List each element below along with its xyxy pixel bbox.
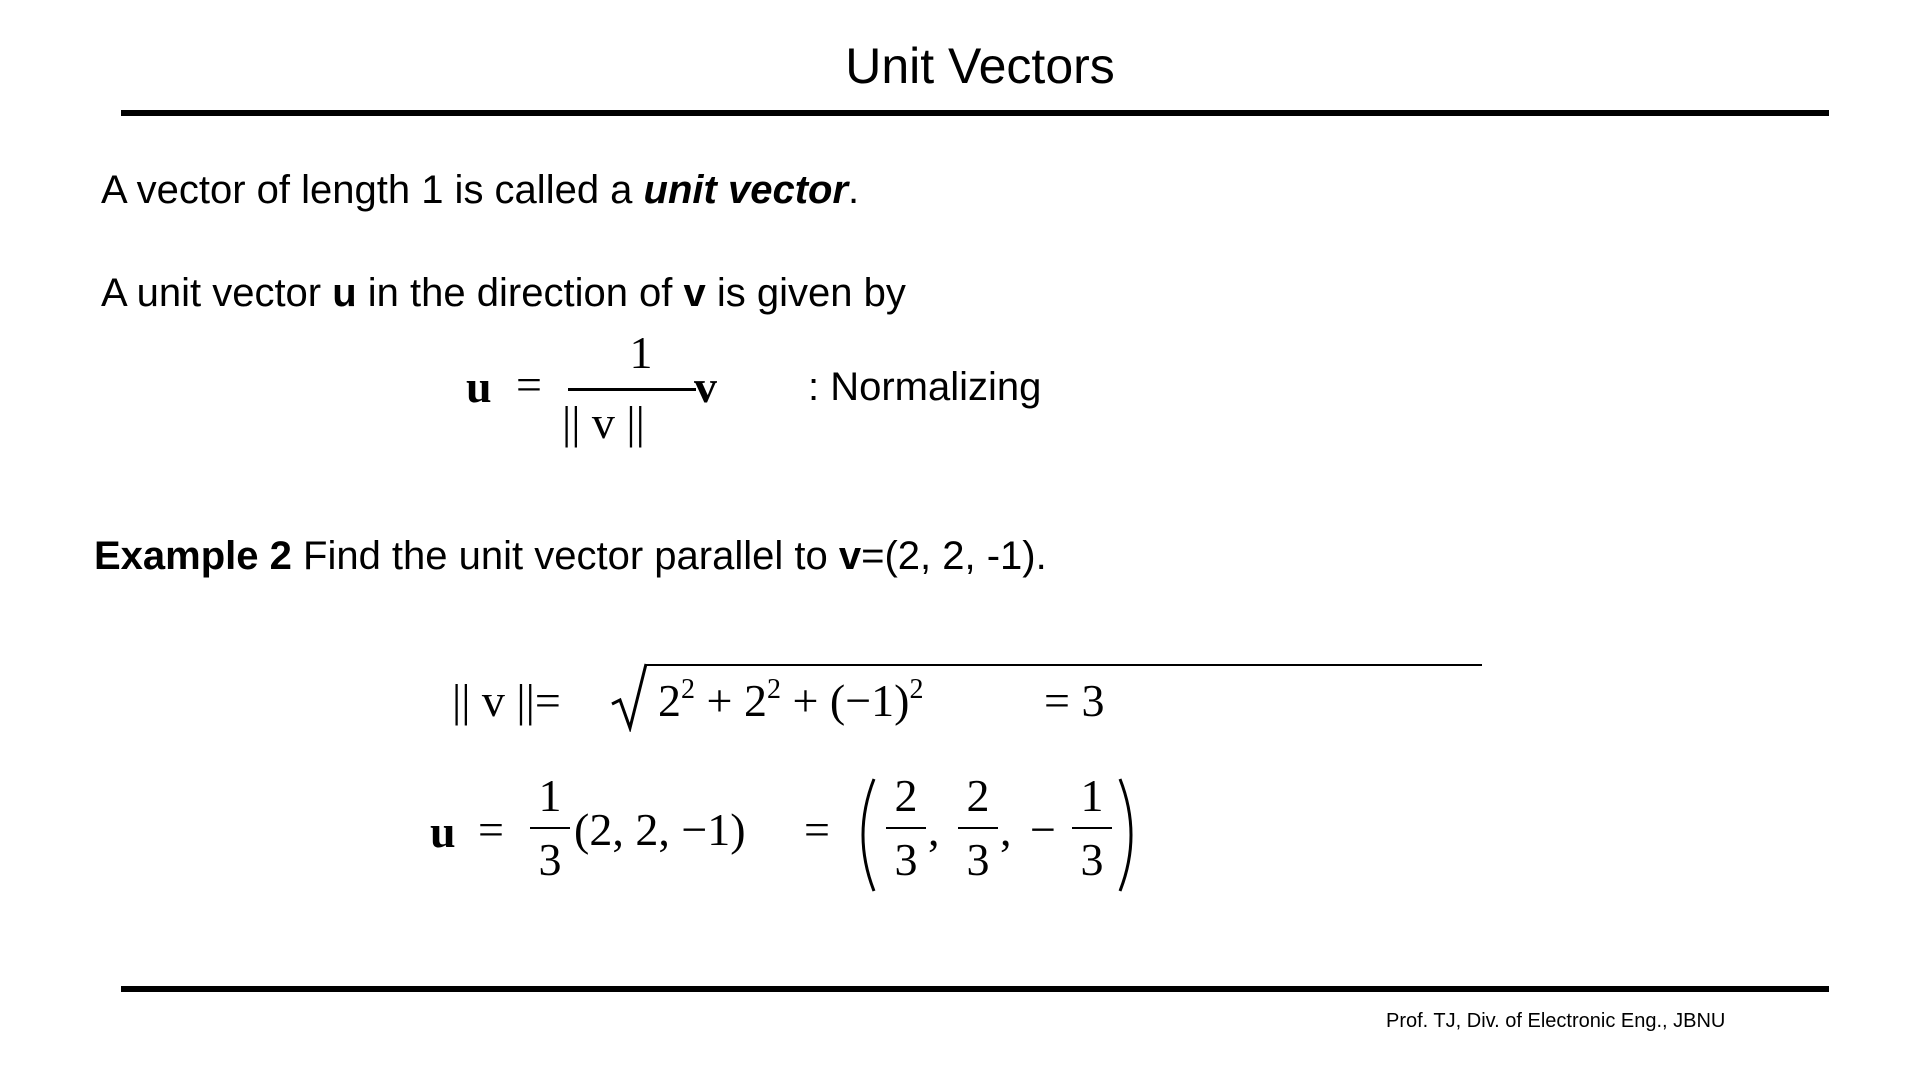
uv-eq1: = [478, 804, 504, 855]
example-text: Find the unit vector parallel to [291, 534, 839, 578]
c1-denominator: 3 [894, 834, 918, 885]
statement-text-2: in the direction of [356, 271, 684, 315]
statement-u: u [332, 271, 357, 315]
slide-title: Unit Vectors [845, 38, 1115, 94]
formula-numerator: 1 [629, 327, 653, 378]
definition-text: A vector of length 1 is called a [101, 168, 644, 212]
sqrt-overbar [646, 664, 1482, 666]
unit-vector-term: unit vector [643, 168, 849, 212]
c2-denominator: 3 [966, 834, 990, 885]
footer-credit: Prof. TJ, Div. of Electronic Eng., JBNU [1386, 1010, 1726, 1032]
uv-lhs: u [430, 806, 456, 857]
c3-bar [1072, 827, 1112, 829]
bottom-divider [121, 986, 1829, 992]
norm-result: = 3 [1044, 675, 1105, 726]
example-vector: =(2, 2, -1). [861, 534, 1047, 578]
coef-bar [530, 827, 570, 829]
norm-lhs: || v ||= [452, 675, 561, 726]
c2-bar [958, 827, 998, 829]
c3-numerator: 1 [1080, 770, 1104, 821]
statement-line [101, 269, 906, 317]
left-paren-icon [848, 775, 878, 895]
c3-denominator: 3 [1080, 834, 1104, 885]
formula-denominator: || v || [562, 397, 645, 448]
uv-eq2: = [804, 804, 830, 855]
formula-equals: = [516, 359, 542, 410]
sqrt-icon [610, 660, 650, 732]
normalizing-label: : Normalizing [808, 365, 1042, 409]
statement-text-3: is given by [705, 271, 906, 315]
radicand: $2^2 + 2^2 + (-1)^2$ [658, 674, 924, 726]
comma-1: , [928, 804, 940, 855]
statement-text-1: A unit vector [101, 271, 333, 315]
c1-bar [886, 827, 926, 829]
c3-sign: − [1030, 804, 1056, 855]
c1-numerator: 2 [894, 770, 918, 821]
example-line [94, 532, 1047, 580]
example-v: v [838, 534, 862, 578]
comma-2: , [1000, 804, 1012, 855]
coef-denominator: 3 [538, 834, 562, 885]
fraction-bar [568, 388, 696, 391]
formula-u: u [466, 361, 492, 412]
definition-period: . [848, 168, 860, 212]
example-label: Example 2 [94, 534, 292, 578]
coef-numerator: 1 [538, 770, 562, 821]
top-divider [121, 110, 1829, 116]
definition-line [101, 166, 859, 214]
right-paren-icon [1116, 775, 1146, 895]
statement-v: v [683, 271, 706, 315]
formula-v: v [694, 361, 717, 412]
uv-tuple: (2, 2, −1) [574, 804, 746, 855]
c2-numerator: 2 [966, 770, 990, 821]
